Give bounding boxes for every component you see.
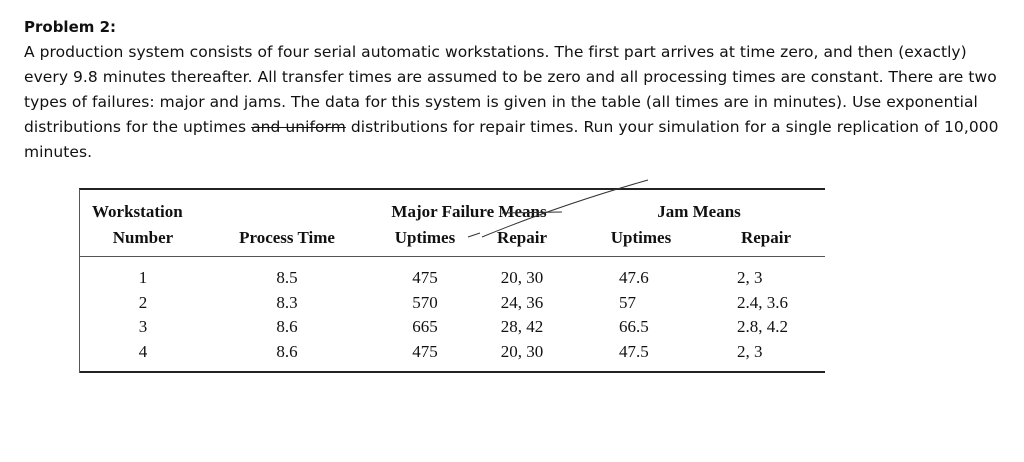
row2-major-uptime: 570 [412, 293, 438, 312]
header-jam-uptimes: Uptimes [610, 228, 672, 247]
struck-text: and uniform [251, 118, 346, 136]
problem-title: Problem 2: [24, 18, 117, 36]
row1-jam-uptime: 47.6 [619, 268, 649, 287]
header-process-time: Process Time [239, 228, 335, 247]
row4-workstation: 4 [138, 342, 148, 361]
row3-process-time: 8.6 [276, 317, 298, 336]
header-major-repair: Repair [496, 228, 548, 247]
row3-major-repair: 28, 42 [500, 317, 544, 336]
header-major-failure-means: Major Failure Means [391, 202, 547, 221]
row4-major-uptime: 475 [412, 342, 438, 361]
row4-major-repair: 20, 30 [500, 342, 544, 361]
row1-major-uptime: 475 [412, 268, 438, 287]
row2-jam-uptime: 57 [619, 293, 636, 312]
row2-process-time: 8.3 [276, 293, 298, 312]
row4-jam-repair: 2, 3 [737, 342, 763, 361]
row1-jam-repair: 2, 3 [737, 268, 763, 287]
row2-workstation: 2 [138, 293, 148, 312]
pen-stroke-long [482, 180, 648, 237]
row1-major-repair: 20, 30 [500, 268, 544, 287]
row2-jam-repair: 2.4, 3.6 [737, 293, 788, 312]
row3-jam-uptime: 66.5 [619, 317, 649, 336]
row3-major-uptime: 665 [412, 317, 438, 336]
row4-jam-uptime: 47.5 [619, 342, 649, 361]
row1-workstation: 1 [138, 268, 148, 287]
row3-jam-repair: 2.8, 4.2 [737, 317, 788, 336]
header-jam-repair: Repair [740, 228, 792, 247]
header-major-uptimes: Uptimes [394, 228, 456, 247]
row3-workstation: 3 [138, 317, 148, 336]
pen-stroke-short [468, 233, 480, 237]
paragraph-text-start: A production system consists of four serial automatic workstations. The first part arrives at time zero, and then (exactly) every 9.8 minutes thereafter. All transfer times are assumed to be zero and all processing times are constant. There are two types of failures: major and jams. The data for this system is given in the table (all times are in minutes). Use exponential distributions for the uptimes [24, 43, 997, 136]
header-jam-means: Jam Means [657, 202, 741, 221]
header-number: Number [112, 228, 174, 247]
pen-strike-means [502, 212, 562, 213]
header-workstation: Workstation [92, 202, 183, 221]
row4-process-time: 8.6 [276, 342, 298, 361]
paragraph-text-end: distributions for repair times. Run your simulation for a single replication of 10,000 minutes. [24, 118, 999, 161]
row1-process-time: 8.5 [276, 268, 298, 287]
row2-major-repair: 24, 36 [500, 293, 544, 312]
